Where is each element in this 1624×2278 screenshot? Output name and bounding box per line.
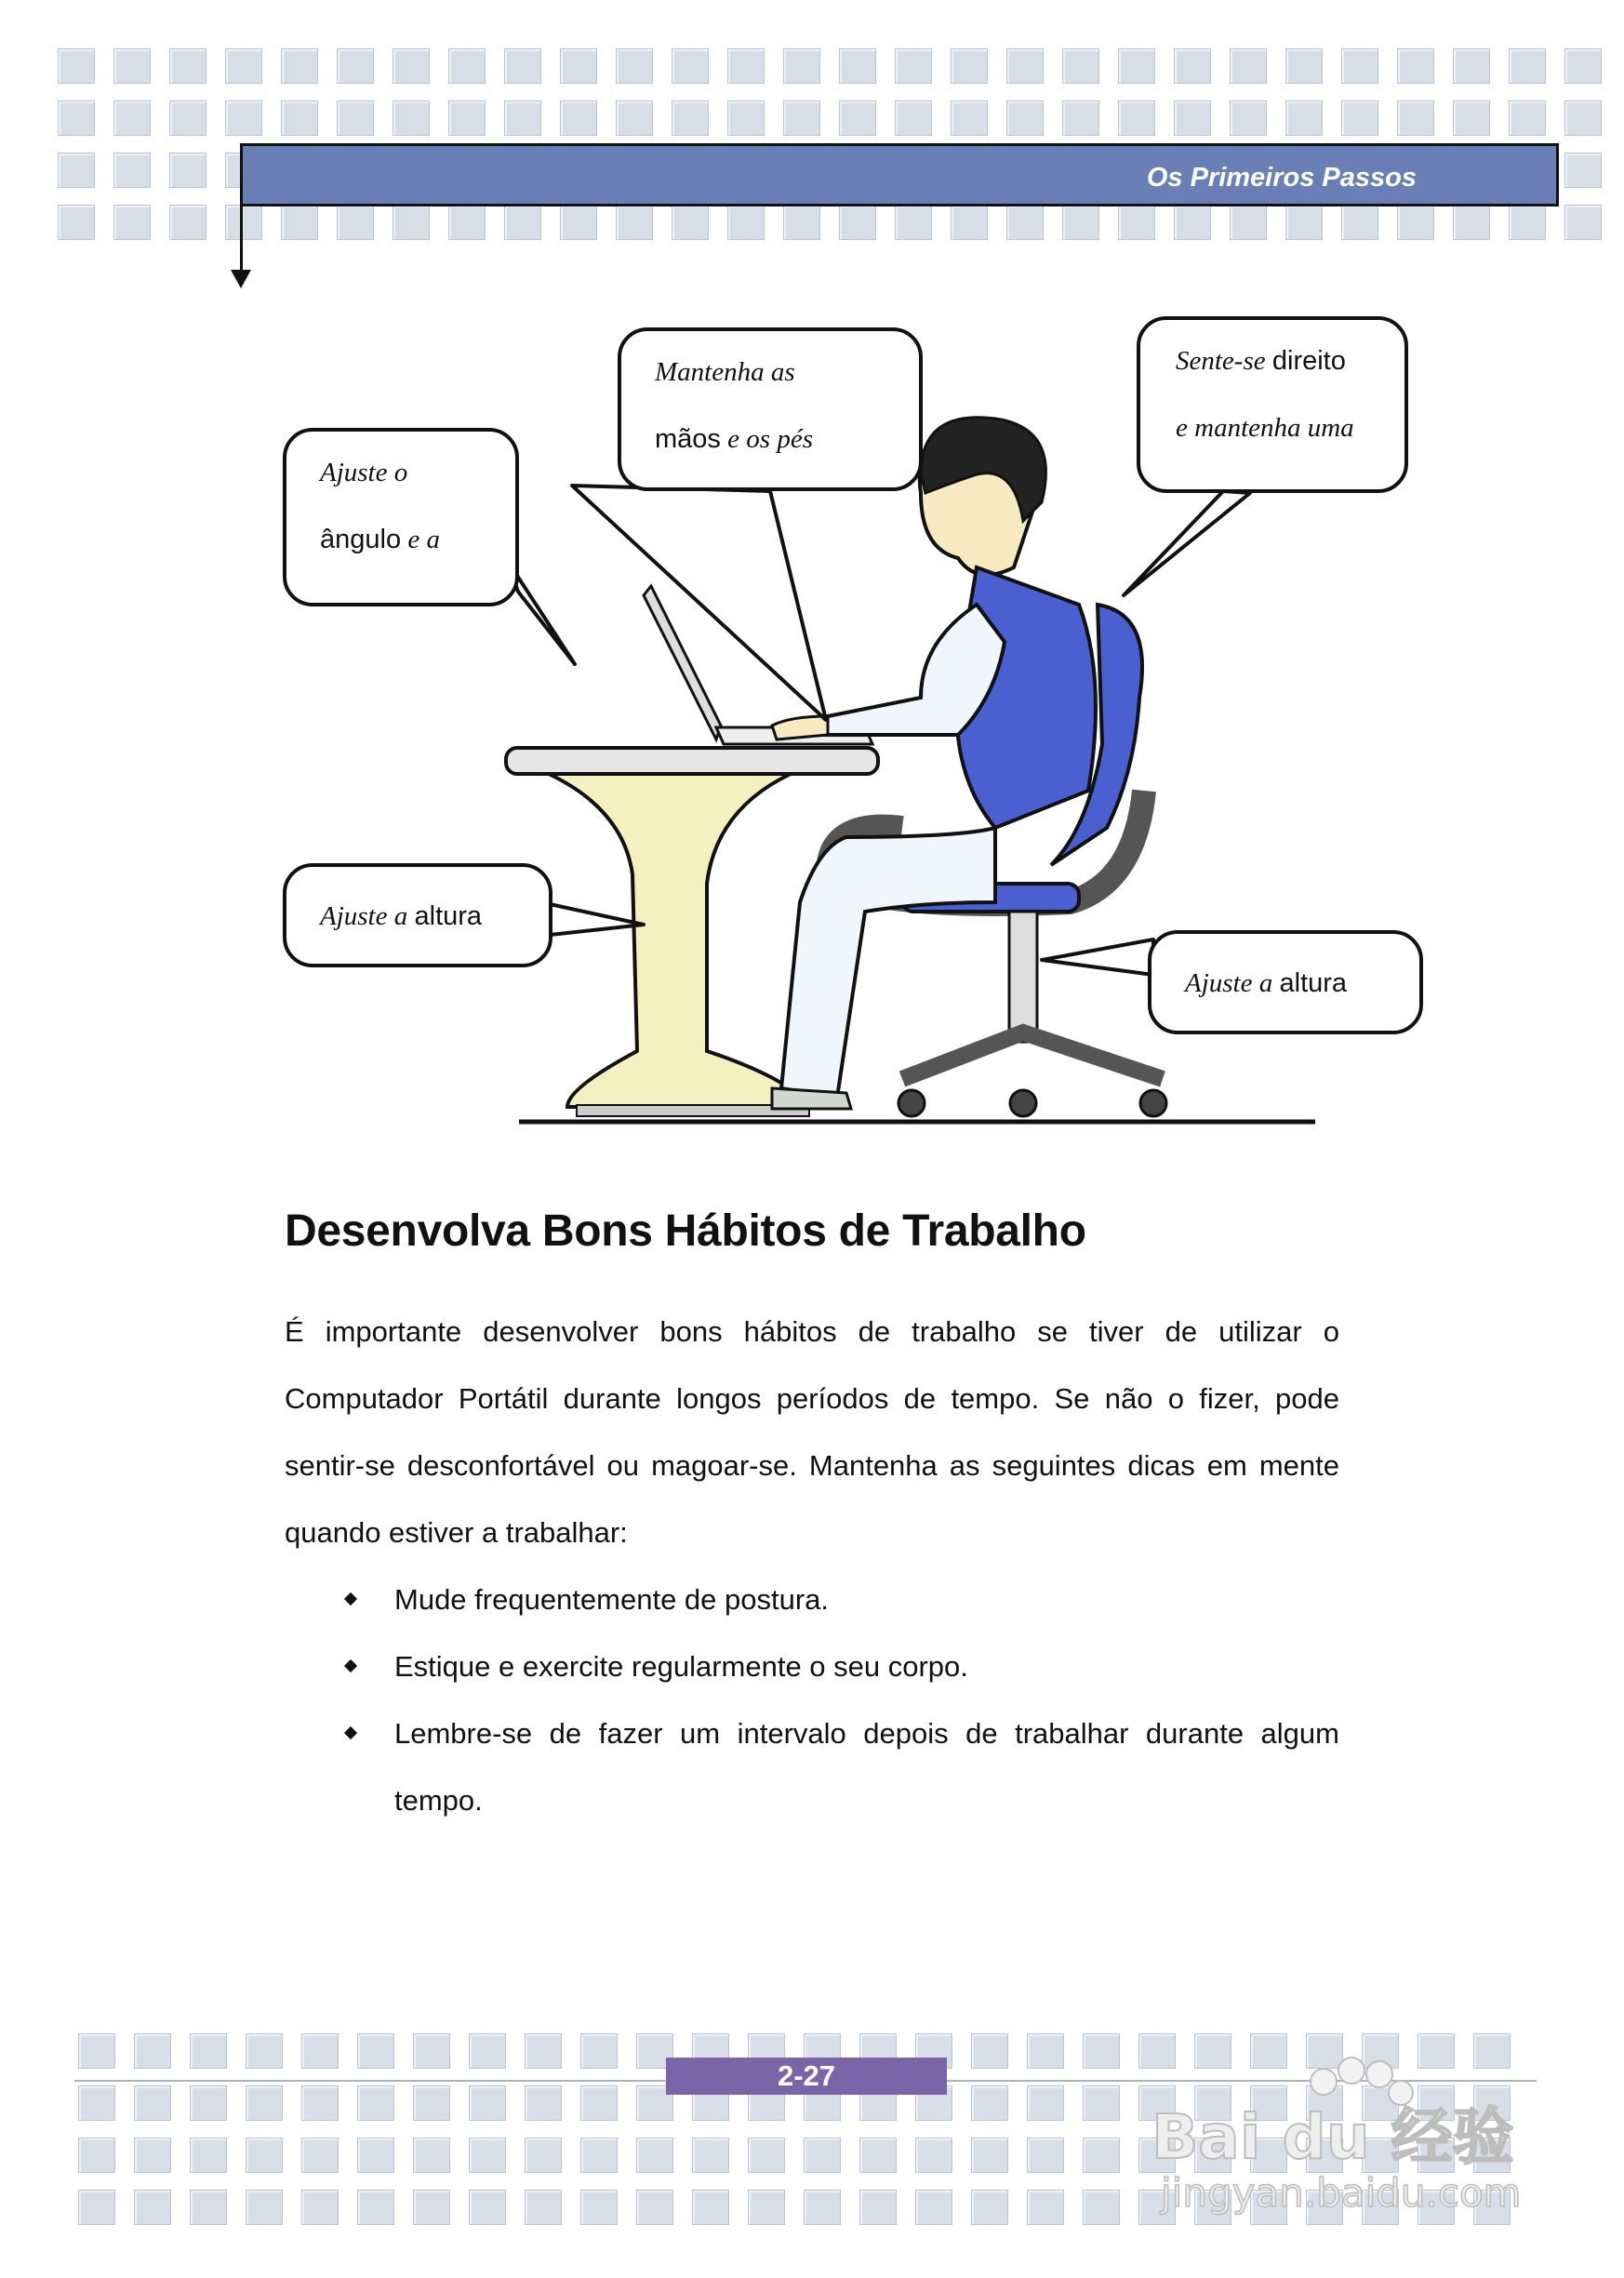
header-bar [240,143,1559,206]
tile [448,48,486,84]
watermark-url: jingyan.baidu.com [1161,2170,1522,2216]
tile [951,205,988,240]
tile [1027,2138,1064,2173]
callout-keyword: altura [414,901,483,931]
tile [580,2138,618,2173]
tile [580,2033,618,2069]
tile [134,2033,171,2069]
tile [560,100,597,136]
tile [951,100,988,136]
tile [580,2085,618,2121]
tile [469,2190,506,2225]
tile [1397,100,1434,136]
callout-line: Mantenha as [655,357,795,387]
tile [504,205,541,240]
tile [971,2085,1008,2121]
tile [448,100,486,136]
tile [692,2190,729,2225]
tile [337,48,374,84]
tile [971,2190,1008,2225]
tile [1174,48,1211,84]
tile [413,2138,450,2173]
tile [839,100,876,136]
tile [357,2138,394,2173]
tile [1027,2033,1064,2069]
tile [727,100,765,136]
callout-keep-hands-feet [618,327,923,491]
tile [1118,100,1155,136]
tile [971,2138,1008,2173]
watermark-logo-text: Bai du 经验 [1151,2101,1514,2173]
tile [169,153,206,188]
tile [727,48,765,84]
tile [560,205,597,240]
section-title: Desenvolva Bons Hábitos de Trabalho [285,1206,1086,1256]
tile [951,48,988,84]
tile [357,2085,394,2121]
tile [1174,100,1211,136]
tile [616,48,653,84]
tile [1174,205,1211,240]
tile [1509,205,1546,240]
tile [727,205,765,240]
tile [337,100,374,136]
tile [1062,100,1099,136]
list-item [285,1700,1339,1834]
diamond-bullet-icon [344,1659,357,1672]
diamond-bullet-icon [344,1726,357,1739]
tile [1083,2033,1120,2069]
tile [504,48,541,84]
tile [636,2190,673,2225]
tips-list [285,1566,1339,1834]
tile [393,48,430,84]
tile [225,48,262,84]
tile [337,205,374,240]
tile [839,205,876,240]
tile [1397,205,1434,240]
tile [413,2085,450,2121]
callout-keyword: mãos [655,424,721,454]
tile [246,2033,283,2069]
callout-line: Ajuste a [320,901,415,931]
tile [1027,2085,1064,2121]
tile [246,2085,283,2121]
tile [246,2138,283,2173]
tile [504,100,541,136]
callout-line: Ajuste a [1185,968,1280,998]
tile [134,2085,171,2121]
tile [225,100,262,136]
tile [393,205,430,240]
tile [783,205,820,240]
tile [748,2190,785,2225]
tile [1230,205,1267,240]
tile [469,2138,506,2173]
tile [672,100,709,136]
tile [281,205,318,240]
tile [915,2190,952,2225]
tile [469,2085,506,2121]
tile [169,205,206,240]
tile [1118,48,1155,84]
tile [859,2190,897,2225]
page-number: 2-27 [666,2058,947,2095]
tile [469,2033,506,2069]
tile [859,2138,897,2173]
tile [301,2033,339,2069]
tile [915,2138,952,2173]
callout-adjust-desk-height [283,863,552,967]
tile [616,205,653,240]
tile [301,2138,339,2173]
tile [58,100,95,136]
tile [246,2190,283,2225]
tile [783,48,820,84]
tile [1083,2085,1120,2121]
tile [357,2190,394,2225]
tile [616,100,653,136]
list-item [285,1566,1339,1633]
tile [78,2190,115,2225]
tile [281,48,318,84]
tile [357,2033,394,2069]
tile [1509,48,1546,84]
callout-sit-straight [1137,316,1408,493]
tile [1341,100,1378,136]
tile [783,100,820,136]
tile [1285,100,1323,136]
tile [190,2190,227,2225]
tile [113,205,151,240]
tile [1285,205,1323,240]
tile [560,48,597,84]
tile [134,2138,171,2173]
tile [672,205,709,240]
tile [78,2138,115,2173]
tile [1006,205,1044,240]
tile [448,205,486,240]
tile [413,2190,450,2225]
callout-line: e a [401,525,440,554]
tile [58,48,95,84]
tile [971,2033,1008,2069]
tile [580,2190,618,2225]
tile [1027,2190,1064,2225]
tile [1564,205,1602,240]
callout-keyword: altura [1279,968,1348,998]
list-item-text: Lembre-se de fazer um intervalo depois de trabalhar durante algum tempo. [394,1717,1339,1817]
callout-keyword: direito [1271,346,1346,376]
tile [1230,100,1267,136]
callout-keyword: ângulo [320,525,402,554]
tile [393,100,430,136]
tile [525,2085,562,2121]
tile [1341,48,1378,84]
tile [413,2033,450,2069]
tile [78,2033,115,2069]
tile [804,2190,841,2225]
tile [1564,153,1602,188]
callout-adjust-chair-height [1148,930,1423,1034]
tile [1230,48,1267,84]
list-item-text: Mude frequentemente de postura. [394,1583,830,1616]
tile [1564,48,1602,84]
tile [1341,205,1378,240]
tile [895,48,932,84]
tile [1062,48,1099,84]
tile [1006,48,1044,84]
tile [1453,100,1490,136]
tile [839,48,876,84]
callout-adjust-angle [283,428,519,606]
tile [190,2085,227,2121]
tile [895,100,932,136]
tile [636,2138,673,2173]
tile [525,2190,562,2225]
tile [58,153,95,188]
list-item-text: Estique e exercite regularmente o seu corpo. [394,1650,968,1683]
tile [113,100,151,136]
tile [134,2190,171,2225]
baidu-watermark-logo [1151,2046,1542,2223]
tile [169,100,206,136]
tile [1118,205,1155,240]
callout-line: e os pés [720,424,813,454]
tile [1083,2190,1120,2225]
tile [78,2085,115,2121]
callout-line: Sente-se [1176,346,1272,376]
tile [1453,48,1490,84]
list-item [285,1633,1339,1700]
tile [1509,100,1546,136]
callout-line: e mantenha uma [1176,413,1354,443]
tile [1564,100,1602,136]
tile [113,153,151,188]
tile [1083,2138,1120,2173]
tile [113,48,151,84]
chapter-title: Os Primeiros Passos [1146,163,1417,193]
tile [692,2138,729,2173]
diamond-bullet-icon [344,1592,357,1605]
tile [190,2033,227,2069]
tile [895,205,932,240]
tile [1285,48,1323,84]
tile [1397,48,1434,84]
tile [301,2085,339,2121]
tile [525,2033,562,2069]
tile [1453,205,1490,240]
tile [281,100,318,136]
section-paragraph: É importante desenvolver bons hábitos de trabalho se tiver de utilizar o Computador Portátil durante longos períodos de tempo. Se não o fizer, pode sentir-se desconfortável ou magoar-se. Mantenha as seguintes dicas em mente quando estiver a trabalhar: [285,1315,1339,1549]
tile [672,48,709,84]
tile [190,2138,227,2173]
tile [225,205,262,240]
tile [804,2138,841,2173]
tile [748,2138,785,2173]
tile [1062,205,1099,240]
tile [301,2190,339,2225]
tile [169,48,206,84]
tile [525,2138,562,2173]
down-arrow-icon [240,206,243,272]
tile [58,205,95,240]
tile [1006,100,1044,136]
callout-line: Ajuste o [320,458,408,487]
